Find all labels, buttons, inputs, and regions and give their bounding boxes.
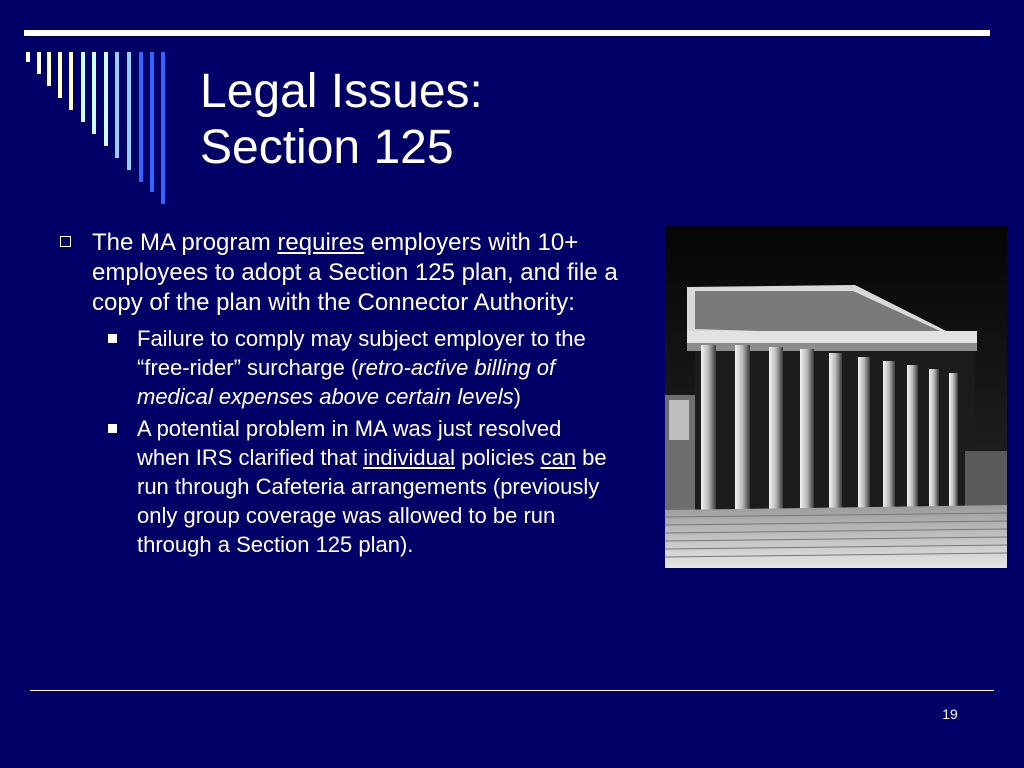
bullet-main-text-underlined: requires bbox=[277, 229, 365, 256]
sub-bullet-1-post: ) bbox=[513, 384, 521, 409]
hollow-square-bullet-icon bbox=[60, 236, 71, 247]
sub-bullet-surcharge bbox=[106, 324, 620, 411]
decorative-stripes bbox=[0, 0, 180, 210]
sub-bullet-2-pre: A potential problem in MA was just resolved when IRS clarified that bbox=[137, 416, 562, 470]
slide-title bbox=[200, 64, 483, 176]
slide-body bbox=[60, 228, 620, 562]
sub-bullet-1-pre: Failure to comply may subject employer to the “free-rider” surcharge ( bbox=[137, 326, 586, 380]
filled-square-bullet-icon bbox=[108, 424, 117, 433]
bullet-main-text-pre: The MA program bbox=[92, 229, 278, 256]
sub-bullet-list bbox=[106, 324, 620, 559]
sub-bullet-1-italic: retro-active billing of medical expenses above certain levels bbox=[137, 355, 556, 409]
page-number: 19 bbox=[942, 706, 958, 722]
title-line-1: Legal Issues: bbox=[200, 65, 483, 118]
bullet-main-text-post: employers with 10+ employees to adopt a Section 125 plan, and file a copy of the plan with the Connector Authority: bbox=[92, 229, 618, 316]
filled-square-bullet-icon bbox=[108, 334, 117, 343]
sub-bullet-2-underlined-2: can bbox=[540, 445, 577, 470]
sub-bullet-2-underlined-1: individual bbox=[363, 445, 455, 470]
title-line-2: Section 125 bbox=[200, 121, 454, 174]
sub-bullet-irs bbox=[106, 414, 620, 559]
sub-bullet-2-post: be run through Cafeteria arrangements (previously only group coverage was allowed to be run through a Section 125 plan). bbox=[137, 445, 607, 557]
sub-bullet-2-mid: policies bbox=[454, 445, 541, 470]
supreme-court-building-photo bbox=[665, 225, 1007, 568]
bottom-rule bbox=[30, 690, 994, 691]
bullet-main bbox=[60, 228, 620, 318]
